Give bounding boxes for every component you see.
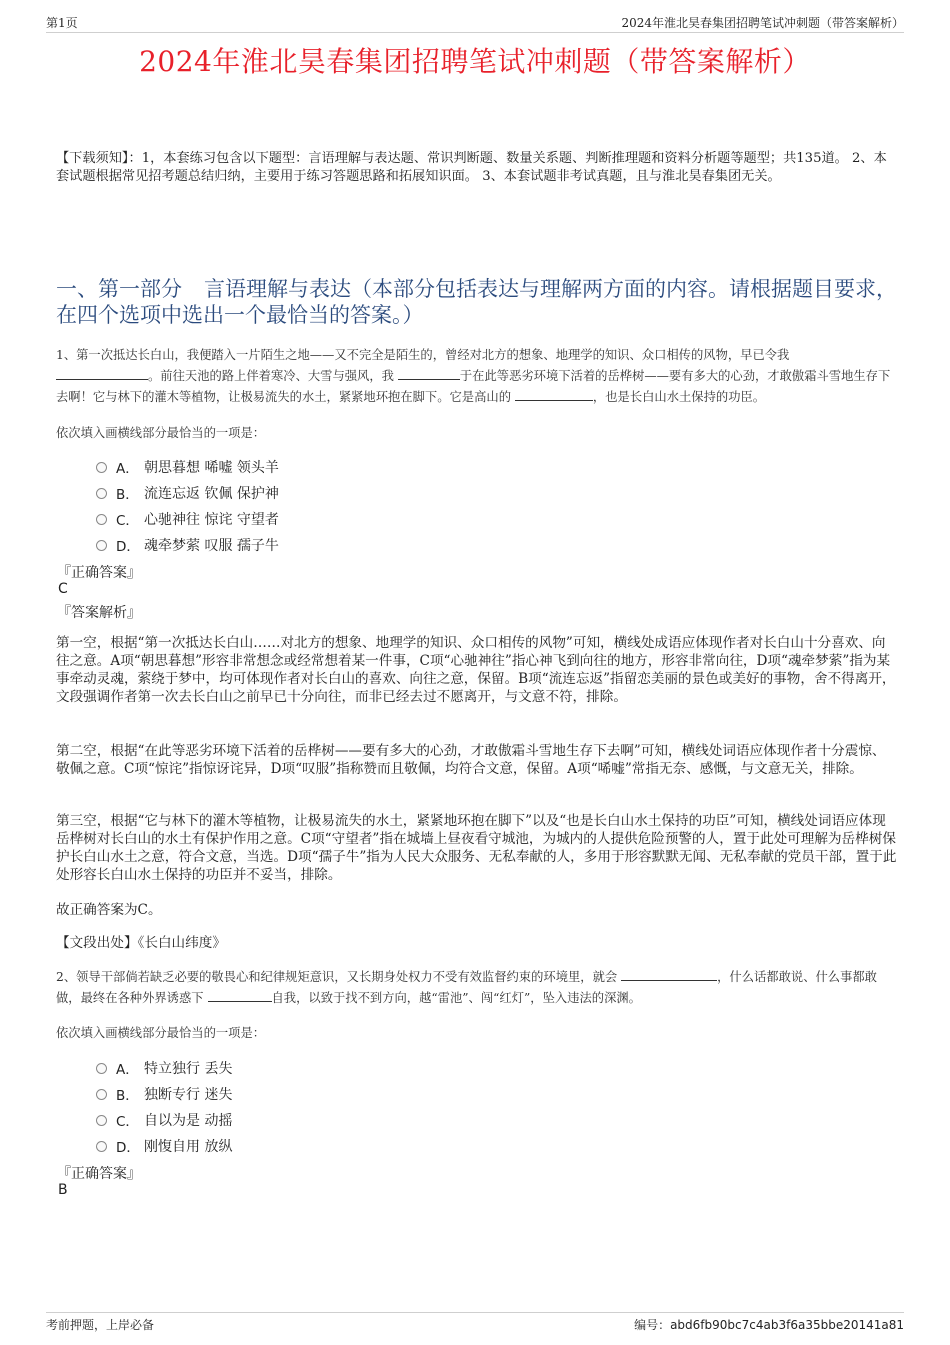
page-number: 第1页 xyxy=(46,16,78,30)
question-2-options xyxy=(96,1058,496,1162)
option-a[interactable] xyxy=(96,1058,496,1084)
correct-answer-label: 『正确答案』 xyxy=(57,565,141,581)
question-2-stem xyxy=(56,967,898,1009)
q1-text-2: 。前往天池的路上伴着寒冷、大雪与强风，我 xyxy=(148,369,394,383)
analysis-paragraph: 第一空，根据“第一次抵达长白山……对北方的想象、地理学的知识、众口相传的风物”可知，横线处成语应体现作者对长白山十分喜欢、向往之意。A项“朝思暮想”形容非常想念或经常想着某一件事，C项“心驰神往”指心神飞到向往的地方，形容非常向往，D项“魂牵梦萦”指为某事牵动灵魂，萦绕于梦中，均可体现作者对长白山的喜欢、向往之意，保留。B项“流连忘返”指留恋美丽的景色或美好的事物，舍不得离开，文段强调作者第一次去长白山之前早已十分向往，而非已经去过不愿离开，与文意不符，排除。 xyxy=(56,635,896,705)
header-doc-title: 2024年淮北昊春集团招聘笔试冲刺题（带答案解析） xyxy=(621,16,904,30)
page-header xyxy=(46,14,904,33)
analysis-conclusion: 故正确答案为C。 xyxy=(56,902,162,918)
answer-blank xyxy=(515,387,593,401)
question-1-options xyxy=(96,457,496,561)
q2-text-2: ，什么话都敢说、什么事都敢做，最终在各种外界诱惑下 xyxy=(56,970,877,1005)
option-c[interactable] xyxy=(96,509,496,535)
option-c[interactable] xyxy=(96,1110,496,1136)
option-letter: A． xyxy=(116,1062,139,1078)
answer-blank xyxy=(56,366,148,380)
option-text: 朝思暮想 唏嘘 领头羊 xyxy=(144,460,279,476)
correct-answer-label: 『正确答案』 xyxy=(57,1166,141,1182)
radio-button[interactable] xyxy=(96,1063,107,1074)
download-notice: 【下载须知】：1，本套练习包含以下题型：言语理解与表达题、常识判断题、数量关系题、判断推理题和资料分析题等题型；共135道。 2、本套试题根据常见招考题总结归纳，主要用于练习答题思路和拓展知识面。 3、本套试题非考试真题，且与淮北昊春集团无关。 xyxy=(56,151,887,184)
analysis-label: 『答案解析』 xyxy=(57,605,141,621)
page-title: 2024年淮北昊春集团招聘笔试冲刺题（带答案解析） xyxy=(139,45,811,78)
page-footer xyxy=(46,1312,904,1335)
option-letter: C． xyxy=(116,1114,139,1130)
option-text: 独断专行 迷失 xyxy=(144,1087,233,1103)
option-text: 特立独行 丢失 xyxy=(144,1061,233,1077)
question-1-ask: 依次填入画横线部分最恰当的一项是： xyxy=(56,426,266,440)
radio-button[interactable] xyxy=(96,488,107,499)
q1-text-1: 1、第一次抵达长白山，我便踏入一片陌生之地——又不完全是陌生的，曾经对北方的想象、地理学的知识、众口相传的风物，早已令我 xyxy=(56,348,790,362)
question-2-ask: 依次填入画横线部分最恰当的一项是： xyxy=(56,1026,266,1040)
section-desc: 言语理解与表达（本部分包括表达与理解两方面的内容。请根据题目要求，在四个选项中选出一个最恰当的答案。） xyxy=(56,277,897,327)
radio-button[interactable] xyxy=(96,1089,107,1100)
option-text: 魂牵梦萦 叹服 孺子牛 xyxy=(144,538,279,554)
option-text: 刚愎自用 放纵 xyxy=(144,1139,233,1155)
q2-text-1: 2、领导干部倘若缺乏必要的敬畏心和纪律规矩意识，又长期身处权力不受有效监督约束的环境里，就会 xyxy=(56,970,618,984)
q1-text-4: ，也是长白山水土保持的功臣。 xyxy=(592,390,766,404)
radio-button[interactable] xyxy=(96,1141,107,1152)
answer-blank xyxy=(208,988,272,1002)
footer-code-label: 编号： xyxy=(634,1318,671,1332)
option-text: 自以为是 动摇 xyxy=(144,1113,233,1129)
option-d[interactable] xyxy=(96,1136,496,1162)
section-heading xyxy=(56,276,898,328)
option-letter: B． xyxy=(116,487,139,503)
option-b[interactable] xyxy=(96,1084,496,1110)
answer-blank xyxy=(398,366,460,380)
answer-blank xyxy=(621,967,717,981)
option-text: 心驰神往 惊诧 守望者 xyxy=(144,512,279,528)
source-citation: 【文段出处】《长白山纬度》 xyxy=(56,935,226,951)
footer-slogan: 考前押题，上岸必备 xyxy=(46,1318,155,1332)
radio-button[interactable] xyxy=(96,514,107,525)
radio-button[interactable] xyxy=(96,540,107,551)
option-d[interactable] xyxy=(96,535,496,561)
question-1-stem xyxy=(56,345,898,408)
footer-code xyxy=(634,1316,904,1333)
option-letter: C． xyxy=(116,513,139,529)
option-letter: A． xyxy=(116,461,139,477)
option-text: 流连忘返 钦佩 保护神 xyxy=(144,486,279,502)
option-b[interactable] xyxy=(96,483,496,509)
option-a[interactable] xyxy=(96,457,496,483)
option-letter: D． xyxy=(116,1140,140,1156)
radio-button[interactable] xyxy=(96,462,107,473)
correct-answer: C xyxy=(58,581,68,597)
option-letter: D． xyxy=(116,539,140,555)
radio-button[interactable] xyxy=(96,1115,107,1126)
analysis-paragraph: 第二空，根据“在此等恶劣环境下活着的岳桦树——要有多大的心劲，才敢傲霜斗雪地生存下去啊”可知，横线处词语应体现作者十分震惊、敬佩之意。C项“惊诧”指惊讶诧异，D项“叹服”指称赞而且敬佩，均符合文意，保留。A项“唏嘘”常指无奈、感慨，与文意无关，排除。 xyxy=(56,743,886,777)
option-letter: B． xyxy=(116,1088,139,1104)
footer-code-value: abd6fb90bc7c4ab3f6a35bbe20141a81 xyxy=(670,1318,904,1332)
analysis-paragraph: 第三空，根据“它与林下的灌木等植物，让极易流失的水土，紧紧地环抱在脚下”以及“也是长白山水土保持的功臣”可知，横线处词语应体现岳桦树对长白山的水土有保护作用之意。C项“守望者”指在城墙上昼夜看守城池，为城内的人提供危险预警的人，置于此处可理解为岳桦树保护长白山水土之意，符合文意，当选。D项“孺子牛”指为人民大众服务、无私奉献的人，多用于形容默默无闻、无私奉献的党员干部，置于此处形容长白山水土保持的功臣并不妥当，排除。 xyxy=(56,813,897,883)
section-part: 一、第一部分 xyxy=(56,277,182,301)
correct-answer: B xyxy=(58,1182,68,1198)
q2-text-3: 自我，以致于找不到方向，越“雷池”、闯“红灯”，坠入违法的深渊。 xyxy=(271,991,641,1005)
q1-text-3: 于在此等恶劣环境下活着的岳桦树——要有多大的心劲，才敢傲霜斗雪地生存下去啊！它与林下的灌木等植物，让极易流失的水土，紧紧地环抱在脚下。它是高山的 xyxy=(56,369,891,404)
